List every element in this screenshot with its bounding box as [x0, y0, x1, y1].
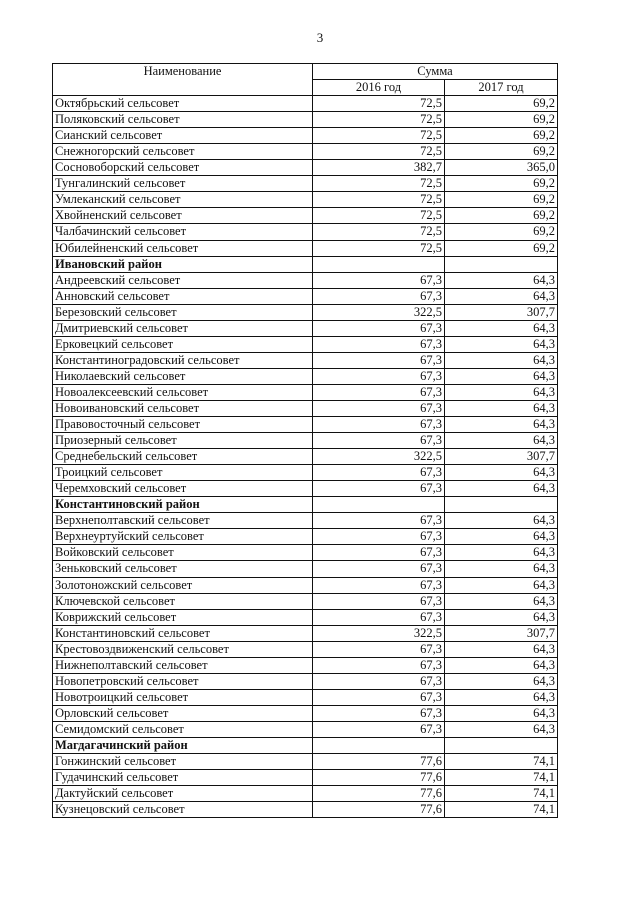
- amount-2017: [445, 256, 558, 272]
- amount-2017: 64,3: [445, 561, 558, 577]
- table-row: [53, 770, 558, 786]
- table-row: [53, 288, 558, 304]
- amount-2016: 67,3: [313, 272, 445, 288]
- amount-2017: 64,3: [445, 352, 558, 368]
- table-header: [53, 64, 558, 96]
- amount-2017: 64,3: [445, 705, 558, 721]
- table-row: [53, 112, 558, 128]
- amount-2016: 67,3: [313, 465, 445, 481]
- district-row: [53, 737, 558, 753]
- settlement-name: Сианский сельсовет: [53, 128, 313, 144]
- table-row: [53, 96, 558, 112]
- amount-2017: 64,3: [445, 513, 558, 529]
- table-row: [53, 224, 558, 240]
- settlement-name: Умлеканский сельсовет: [53, 192, 313, 208]
- table-row: [53, 689, 558, 705]
- amount-2017: 307,7: [445, 449, 558, 465]
- settlement-name: Приозерный сельсовет: [53, 433, 313, 449]
- amount-2016: 67,3: [313, 545, 445, 561]
- page-number: 3: [316, 30, 324, 45]
- amount-2016: 67,3: [313, 657, 445, 673]
- amount-2016: 72,5: [313, 240, 445, 256]
- amount-2017: 64,3: [445, 384, 558, 400]
- table-row: [53, 320, 558, 336]
- amount-2016: 67,3: [313, 368, 445, 384]
- settlement-name: Войковский сельсовет: [53, 545, 313, 561]
- table-row: [53, 192, 558, 208]
- amount-2016: 382,7: [313, 160, 445, 176]
- amount-2017: 69,2: [445, 240, 558, 256]
- amount-2017: 69,2: [445, 112, 558, 128]
- table-row: [53, 802, 558, 818]
- amount-2016: 72,5: [313, 208, 445, 224]
- district-name: Ивановский район: [53, 256, 313, 272]
- amount-2017: 69,2: [445, 192, 558, 208]
- amount-2017: 64,3: [445, 400, 558, 416]
- settlement-name: Крестовоздвиженский сельсовет: [53, 641, 313, 657]
- settlement-name: Тунгалинский сельсовет: [53, 176, 313, 192]
- amount-2017: 69,2: [445, 224, 558, 240]
- table-row: [53, 786, 558, 802]
- table-row: [53, 240, 558, 256]
- settlement-name: Верхнеполтавский сельсовет: [53, 513, 313, 529]
- header-year-2016: 2016 год: [313, 80, 445, 96]
- settlement-name: Березовский сельсовет: [53, 304, 313, 320]
- settlement-name: Октябрьский сельсовет: [53, 96, 313, 112]
- table-row: [53, 641, 558, 657]
- table-row: [53, 625, 558, 641]
- settlement-name: Коврижский сельсовет: [53, 609, 313, 625]
- amount-2016: 67,3: [313, 336, 445, 352]
- amount-2017: 69,2: [445, 96, 558, 112]
- district-name: Магдагачинский район: [53, 737, 313, 753]
- table-row: [53, 465, 558, 481]
- settlement-name: Чалбачинский сельсовет: [53, 224, 313, 240]
- amount-2016: 67,3: [313, 593, 445, 609]
- amount-2016: 67,3: [313, 689, 445, 705]
- amount-2017: 64,3: [445, 609, 558, 625]
- table-row: [53, 417, 558, 433]
- amount-2016: [313, 737, 445, 753]
- amount-2016: 77,6: [313, 802, 445, 818]
- amount-2016: 67,3: [313, 705, 445, 721]
- settlement-name: Троицкий сельсовет: [53, 465, 313, 481]
- amount-2017: 74,1: [445, 786, 558, 802]
- settlement-name: Ключевской сельсовет: [53, 593, 313, 609]
- settlement-name: Правовосточный сельсовет: [53, 417, 313, 433]
- settlement-name: Новотроицкий сельсовет: [53, 689, 313, 705]
- table-row: [53, 433, 558, 449]
- district-row: [53, 497, 558, 513]
- amount-2016: 72,5: [313, 112, 445, 128]
- header-sum: Сумма: [313, 64, 558, 80]
- table-row: [53, 705, 558, 721]
- table-row: [53, 352, 558, 368]
- header-year-2017: 2017 год: [445, 80, 558, 96]
- amount-2016: 67,3: [313, 673, 445, 689]
- amount-2017: 64,3: [445, 673, 558, 689]
- settlement-name: Снежногорский сельсовет: [53, 144, 313, 160]
- amount-2016: 322,5: [313, 304, 445, 320]
- settlement-name: Золотоножский сельсовет: [53, 577, 313, 593]
- settlement-name: Орловский сельсовет: [53, 705, 313, 721]
- amount-2016: [313, 256, 445, 272]
- table-row: [53, 593, 558, 609]
- settlement-name: Нижнеполтавский сельсовет: [53, 657, 313, 673]
- table-row: [53, 336, 558, 352]
- amount-2016: 72,5: [313, 224, 445, 240]
- amount-2017: 64,3: [445, 641, 558, 657]
- table-row: [53, 529, 558, 545]
- settlement-name: Николаевский сельсовет: [53, 368, 313, 384]
- table-row: [53, 754, 558, 770]
- amount-2016: 72,5: [313, 96, 445, 112]
- amount-2017: 64,3: [445, 336, 558, 352]
- settlement-name: Юбилейненский сельсовет: [53, 240, 313, 256]
- amount-2017: 64,3: [445, 481, 558, 497]
- settlement-name: Дактуйский сельсовет: [53, 786, 313, 802]
- settlement-name: Константиноградовский сельсовет: [53, 352, 313, 368]
- amount-2016: 67,3: [313, 577, 445, 593]
- amount-2016: 67,3: [313, 609, 445, 625]
- table-row: [53, 657, 558, 673]
- amount-2017: 64,3: [445, 689, 558, 705]
- table-row: [53, 176, 558, 192]
- amount-2016: 67,3: [313, 400, 445, 416]
- amount-2016: 77,6: [313, 754, 445, 770]
- amount-2016: 67,3: [313, 288, 445, 304]
- table-row: [53, 368, 558, 384]
- settlement-name: Новопетровский сельсовет: [53, 673, 313, 689]
- amount-2017: 74,1: [445, 770, 558, 786]
- amount-2016: 67,3: [313, 417, 445, 433]
- amount-2017: 64,3: [445, 465, 558, 481]
- settlement-name: Новоалексеевский сельсовет: [53, 384, 313, 400]
- table-row: [53, 449, 558, 465]
- settlement-name: Поляковский сельсовет: [53, 112, 313, 128]
- settlement-name: Константиновский сельсовет: [53, 625, 313, 641]
- table-row: [53, 609, 558, 625]
- amount-2017: 74,1: [445, 754, 558, 770]
- amount-2017: 64,3: [445, 529, 558, 545]
- amount-2017: 64,3: [445, 593, 558, 609]
- amount-2017: 307,7: [445, 625, 558, 641]
- amount-2016: 67,3: [313, 433, 445, 449]
- amount-2017: 64,3: [445, 368, 558, 384]
- header-name: Наименование: [53, 64, 313, 96]
- table-body: [53, 96, 558, 818]
- amount-2017: 64,3: [445, 417, 558, 433]
- table-row: [53, 400, 558, 416]
- settlement-name: Дмитриевский сельсовет: [53, 320, 313, 336]
- table-row: [53, 673, 558, 689]
- amount-2017: 64,3: [445, 721, 558, 737]
- amount-2016: 67,3: [313, 352, 445, 368]
- amount-2016: 67,3: [313, 384, 445, 400]
- table-row: [53, 561, 558, 577]
- amount-2017: 69,2: [445, 144, 558, 160]
- settlement-name: Зеньковский сельсовет: [53, 561, 313, 577]
- amount-2016: 67,3: [313, 641, 445, 657]
- table-row: [53, 481, 558, 497]
- amount-2016: 67,3: [313, 721, 445, 737]
- amount-2016: 67,3: [313, 561, 445, 577]
- settlement-name: Сосновоборский сельсовет: [53, 160, 313, 176]
- table-row: [53, 304, 558, 320]
- amount-2016: 72,5: [313, 176, 445, 192]
- amount-2017: 64,3: [445, 657, 558, 673]
- district-name: Константиновский район: [53, 497, 313, 513]
- table-row: [53, 128, 558, 144]
- amount-2017: 64,3: [445, 272, 558, 288]
- amount-2017: 64,3: [445, 320, 558, 336]
- amount-2016: 77,6: [313, 770, 445, 786]
- settlement-name: Ерковецкий сельсовет: [53, 336, 313, 352]
- amount-2017: 64,3: [445, 433, 558, 449]
- amount-2017: 64,3: [445, 288, 558, 304]
- amount-2017: 74,1: [445, 802, 558, 818]
- amount-2017: 365,0: [445, 160, 558, 176]
- settlement-name: Новоивановский сельсовет: [53, 400, 313, 416]
- district-row: [53, 256, 558, 272]
- amount-2017: [445, 497, 558, 513]
- amount-2017: 69,2: [445, 128, 558, 144]
- amount-2016: 67,3: [313, 481, 445, 497]
- amount-2017: 69,2: [445, 176, 558, 192]
- table-row: [53, 545, 558, 561]
- amount-2016: 72,5: [313, 144, 445, 160]
- table-row: [53, 577, 558, 593]
- settlement-name: Анновский сельсовет: [53, 288, 313, 304]
- amount-2017: 69,2: [445, 208, 558, 224]
- amount-2016: 67,3: [313, 320, 445, 336]
- settlement-name: Кузнецовский сельсовет: [53, 802, 313, 818]
- settlement-name: Гонжинский сельсовет: [53, 754, 313, 770]
- settlement-name: Хвойненский сельсовет: [53, 208, 313, 224]
- amount-2016: 72,5: [313, 128, 445, 144]
- amount-2016: 72,5: [313, 192, 445, 208]
- amount-2016: 322,5: [313, 449, 445, 465]
- table-row: [53, 208, 558, 224]
- amount-2017: 64,3: [445, 577, 558, 593]
- table-row: [53, 721, 558, 737]
- settlement-name: Семидомский сельсовет: [53, 721, 313, 737]
- amount-2016: 67,3: [313, 529, 445, 545]
- amount-2017: 64,3: [445, 545, 558, 561]
- table-row: [53, 272, 558, 288]
- table-row: [53, 160, 558, 176]
- amount-2016: 77,6: [313, 786, 445, 802]
- amount-2017: [445, 737, 558, 753]
- table-row: [53, 384, 558, 400]
- table-row: [53, 144, 558, 160]
- settlement-name: Андреевский сельсовет: [53, 272, 313, 288]
- settlement-name: Черемховский сельсовет: [53, 481, 313, 497]
- amount-2016: [313, 497, 445, 513]
- settlement-name: Среднебельский сельсовет: [53, 449, 313, 465]
- amount-2016: 322,5: [313, 625, 445, 641]
- settlement-name: Гудачинский сельсовет: [53, 770, 313, 786]
- amount-2016: 67,3: [313, 513, 445, 529]
- table-row: [53, 513, 558, 529]
- amount-2017: 307,7: [445, 304, 558, 320]
- settlement-name: Верхнеуртуйский сельсовет: [53, 529, 313, 545]
- budget-table: [52, 63, 558, 818]
